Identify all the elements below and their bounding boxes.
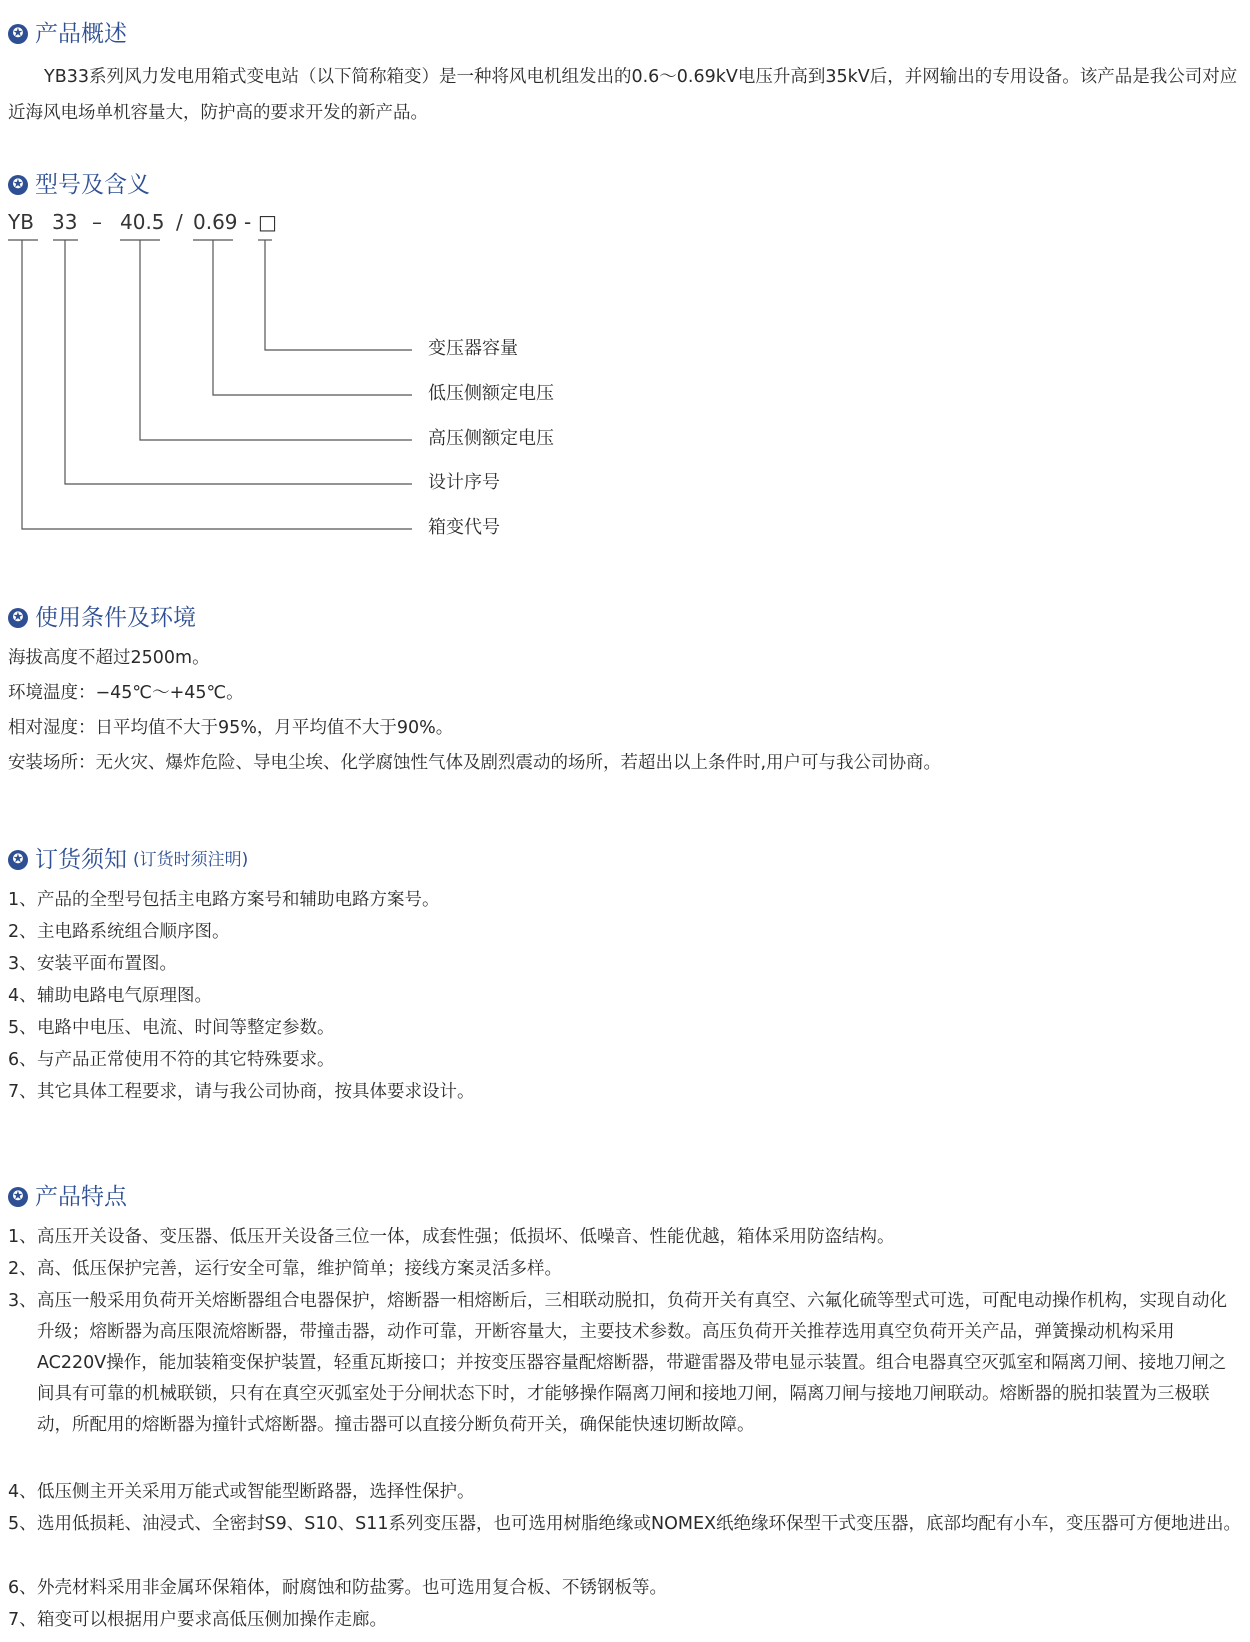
- item-text: 高压一般采用负荷开关熔断器组合电器保护，熔断器一相熔断后，三相联动脱扣，负荷开关有真空、六氟化硫等型式可选，可配电动操作机构，实现自动化升级；熔断器为高压限流熔断器，带撞击器，动作可靠，开断容量大，主要技术参数。高压负荷开关推荐选用真空负荷开关产品，弹簧操动机构采用AC220V操作，能加装箱变保护装置，轻重瓦斯接口；并按变压器容量配熔断器，带避雷器及带电显示装置。组合电器真空灭弧室和隔离刀闸、接地刀闸之间具有可靠的机械联锁，只有在真空灭弧室处于分闸状态下时，才能够操作隔离刀闸和接地刀闸，隔离刀闸与接地刀闸联动。熔断器的脱扣装置为三极联动，所配用的熔断器为撞针式熔断器。撞击器可以直接分断负荷开关，确保能快速切断故障。: [37, 1291, 1227, 1435]
- feature-item: [8, 1254, 1242, 1285]
- item-text: 高、低压保护完善，运行安全可靠，维护简单；接线方案灵活多样。: [37, 1259, 562, 1279]
- code-part-dash: –: [92, 210, 102, 234]
- section-title-text: 使用条件及环境: [35, 605, 196, 631]
- condition-altitude: 海拔高度不超过2500m。: [8, 648, 210, 668]
- model-label-capacity: 变压器容量: [428, 338, 518, 359]
- star-icon: ✪: [8, 608, 28, 628]
- ordering-item: [8, 885, 1242, 916]
- item-text: 安装平面布置图。: [37, 954, 177, 974]
- model-bracket-lines: [0, 0, 440, 545]
- item-text: 其它具体工程要求，请与我公司协商，按具体要求设计。: [37, 1082, 475, 1102]
- item-text: 电路中电压、电流、时间等整定参数。: [37, 1018, 335, 1038]
- item-number: 5、: [8, 1514, 37, 1534]
- section-title-features: [8, 1183, 127, 1211]
- ordering-item: [8, 1077, 1242, 1108]
- condition-temperature: 环境温度：−45℃～+45℃。: [8, 683, 244, 703]
- section-title-text: 产品特点: [35, 1184, 127, 1210]
- section-title-note: (订货时须注明): [133, 850, 249, 870]
- code-part-design: 33: [52, 210, 78, 234]
- section-title-ordering: [8, 846, 248, 874]
- condition-location: 安装场所：无火灾、爆炸危险、导电尘埃、化学腐蚀性气体及剧烈震动的场所，若超出以上条件时,用户可与我公司协商。: [8, 753, 942, 773]
- overview-text: YB33系列风力发电用箱式变电站（以下简称箱变）是一种将风电机组发出的0.6～0.69kV电压升高到35kV后，并网输出的专用设备。该产品是我公司对应近海风电场单机容量大，防护高的要求开发的新产品。: [8, 67, 1238, 123]
- item-text: 低压侧主开关采用万能式或智能型断路器，选择性保护。: [37, 1482, 475, 1502]
- item-text: 外壳材料采用非金属环保箱体，耐腐蚀和防盐雾。也可选用复合板、不锈钢板等。: [37, 1578, 667, 1598]
- item-number: 3、: [8, 1291, 37, 1311]
- item-text: 辅助电路电气原理图。: [37, 986, 212, 1006]
- code-part-capacity: □: [258, 210, 277, 234]
- model-label-series: 箱变代号: [428, 517, 500, 538]
- item-number: 7、: [8, 1082, 37, 1102]
- item-number: 5、: [8, 1018, 37, 1038]
- item-text: 高压开关设备、变压器、低压开关设备三位一体，成套性强；低损坏、低噪音、性能优越，箱体采用防盗结构。: [37, 1227, 895, 1247]
- star-icon: ✪: [8, 24, 28, 44]
- ordering-item: [8, 981, 1242, 1012]
- item-number: 3、: [8, 954, 37, 974]
- section-title-text: 产品概述: [35, 21, 127, 47]
- code-part-series: YB: [8, 210, 34, 234]
- item-number: 1、: [8, 890, 37, 910]
- item-number: 6、: [8, 1050, 37, 1070]
- model-label-lv: 低压侧额定电压: [428, 383, 554, 404]
- code-part-dash2: -: [244, 210, 252, 234]
- star-icon: ✪: [8, 175, 28, 195]
- ordering-item: [8, 917, 1242, 948]
- item-number: 7、: [8, 1610, 37, 1630]
- item-text: 与产品正常使用不符的其它特殊要求。: [37, 1050, 335, 1070]
- section-title-text: 型号及含义: [35, 172, 150, 198]
- item-text: 箱变可以根据用户要求高低压侧加操作走廊。: [37, 1610, 387, 1630]
- item-number: 2、: [8, 1259, 37, 1279]
- section-title-conditions: [8, 604, 196, 632]
- item-number: 2、: [8, 922, 37, 942]
- code-part-slash: /: [176, 210, 183, 234]
- item-number: 1、: [8, 1227, 37, 1247]
- code-part-hv: 40.5: [120, 210, 165, 234]
- item-number: 4、: [8, 986, 37, 1006]
- item-number: 6、: [8, 1578, 37, 1598]
- section-title-text: 订货须知: [35, 847, 127, 873]
- ordering-item: [8, 1013, 1242, 1044]
- ordering-item: [8, 1045, 1242, 1076]
- feature-item: [8, 1477, 1242, 1508]
- item-text: 主电路系统组合顺序图。: [37, 922, 230, 942]
- feature-item: [8, 1509, 1242, 1540]
- feature-item: [8, 1605, 1242, 1636]
- item-text: 选用低损耗、油浸式、全密封S9、S10、S11系列变压器，也可选用树脂绝缘或NOMEX纸绝缘环保型干式变压器，底部均配有小车，变压器可方便地进出。: [37, 1514, 1242, 1534]
- ordering-item: [8, 949, 1242, 980]
- item-number: 4、: [8, 1482, 37, 1502]
- model-label-hv: 高压侧额定电压: [428, 428, 554, 449]
- condition-humidity: 相对湿度：日平均值不大于95%，月平均值不大于90%。: [8, 718, 454, 738]
- feature-item: [8, 1286, 1242, 1441]
- code-part-lv: 0.69: [193, 210, 238, 234]
- model-label-design: 设计序号: [428, 472, 500, 493]
- feature-item: [8, 1222, 1242, 1253]
- star-icon: ✪: [8, 1187, 28, 1207]
- star-icon: ✪: [8, 850, 28, 870]
- item-text: 产品的全型号包括主电路方案号和辅助电路方案号。: [37, 890, 440, 910]
- feature-item: [8, 1573, 1242, 1604]
